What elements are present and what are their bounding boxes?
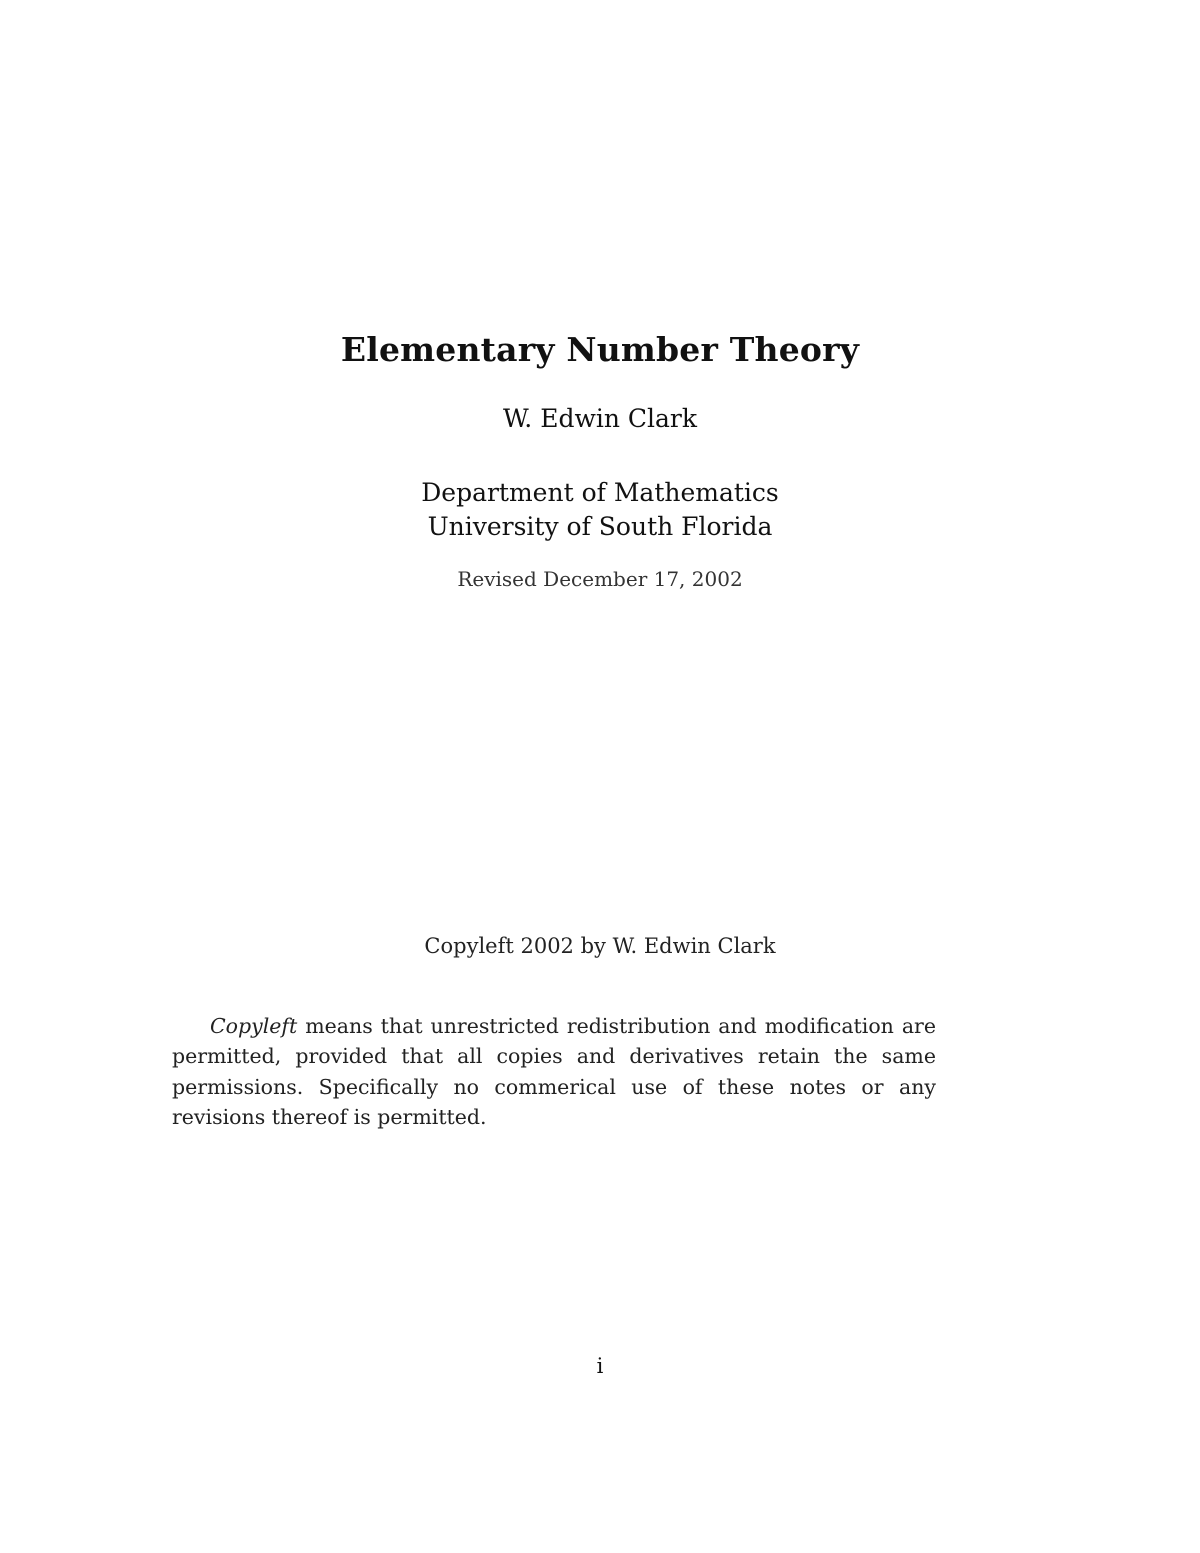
page-number: i: [596, 1354, 604, 1378]
department-name: Department of Mathematics: [421, 478, 779, 507]
affiliation-block: [0, 476, 1200, 544]
revision-date: Revised December 17, 2002: [457, 567, 743, 591]
copyleft-term: Copyleft: [210, 1013, 298, 1038]
university-name: University of South Florida: [427, 512, 773, 541]
document-title: Elementary Number Theory: [340, 330, 860, 369]
copyright-line: Copyleft 2002 by W. Edwin Clark: [424, 934, 776, 958]
copyleft-text: means that unrestricted redistribution and modification are permitted, provided that all copies and derivatives retain the same permissions. Specifically no commerical use of these notes or any revisions thereof is permitted.: [172, 1013, 936, 1129]
copyleft-paragraph: [172, 1011, 936, 1133]
author-name: W. Edwin Clark: [502, 404, 698, 433]
